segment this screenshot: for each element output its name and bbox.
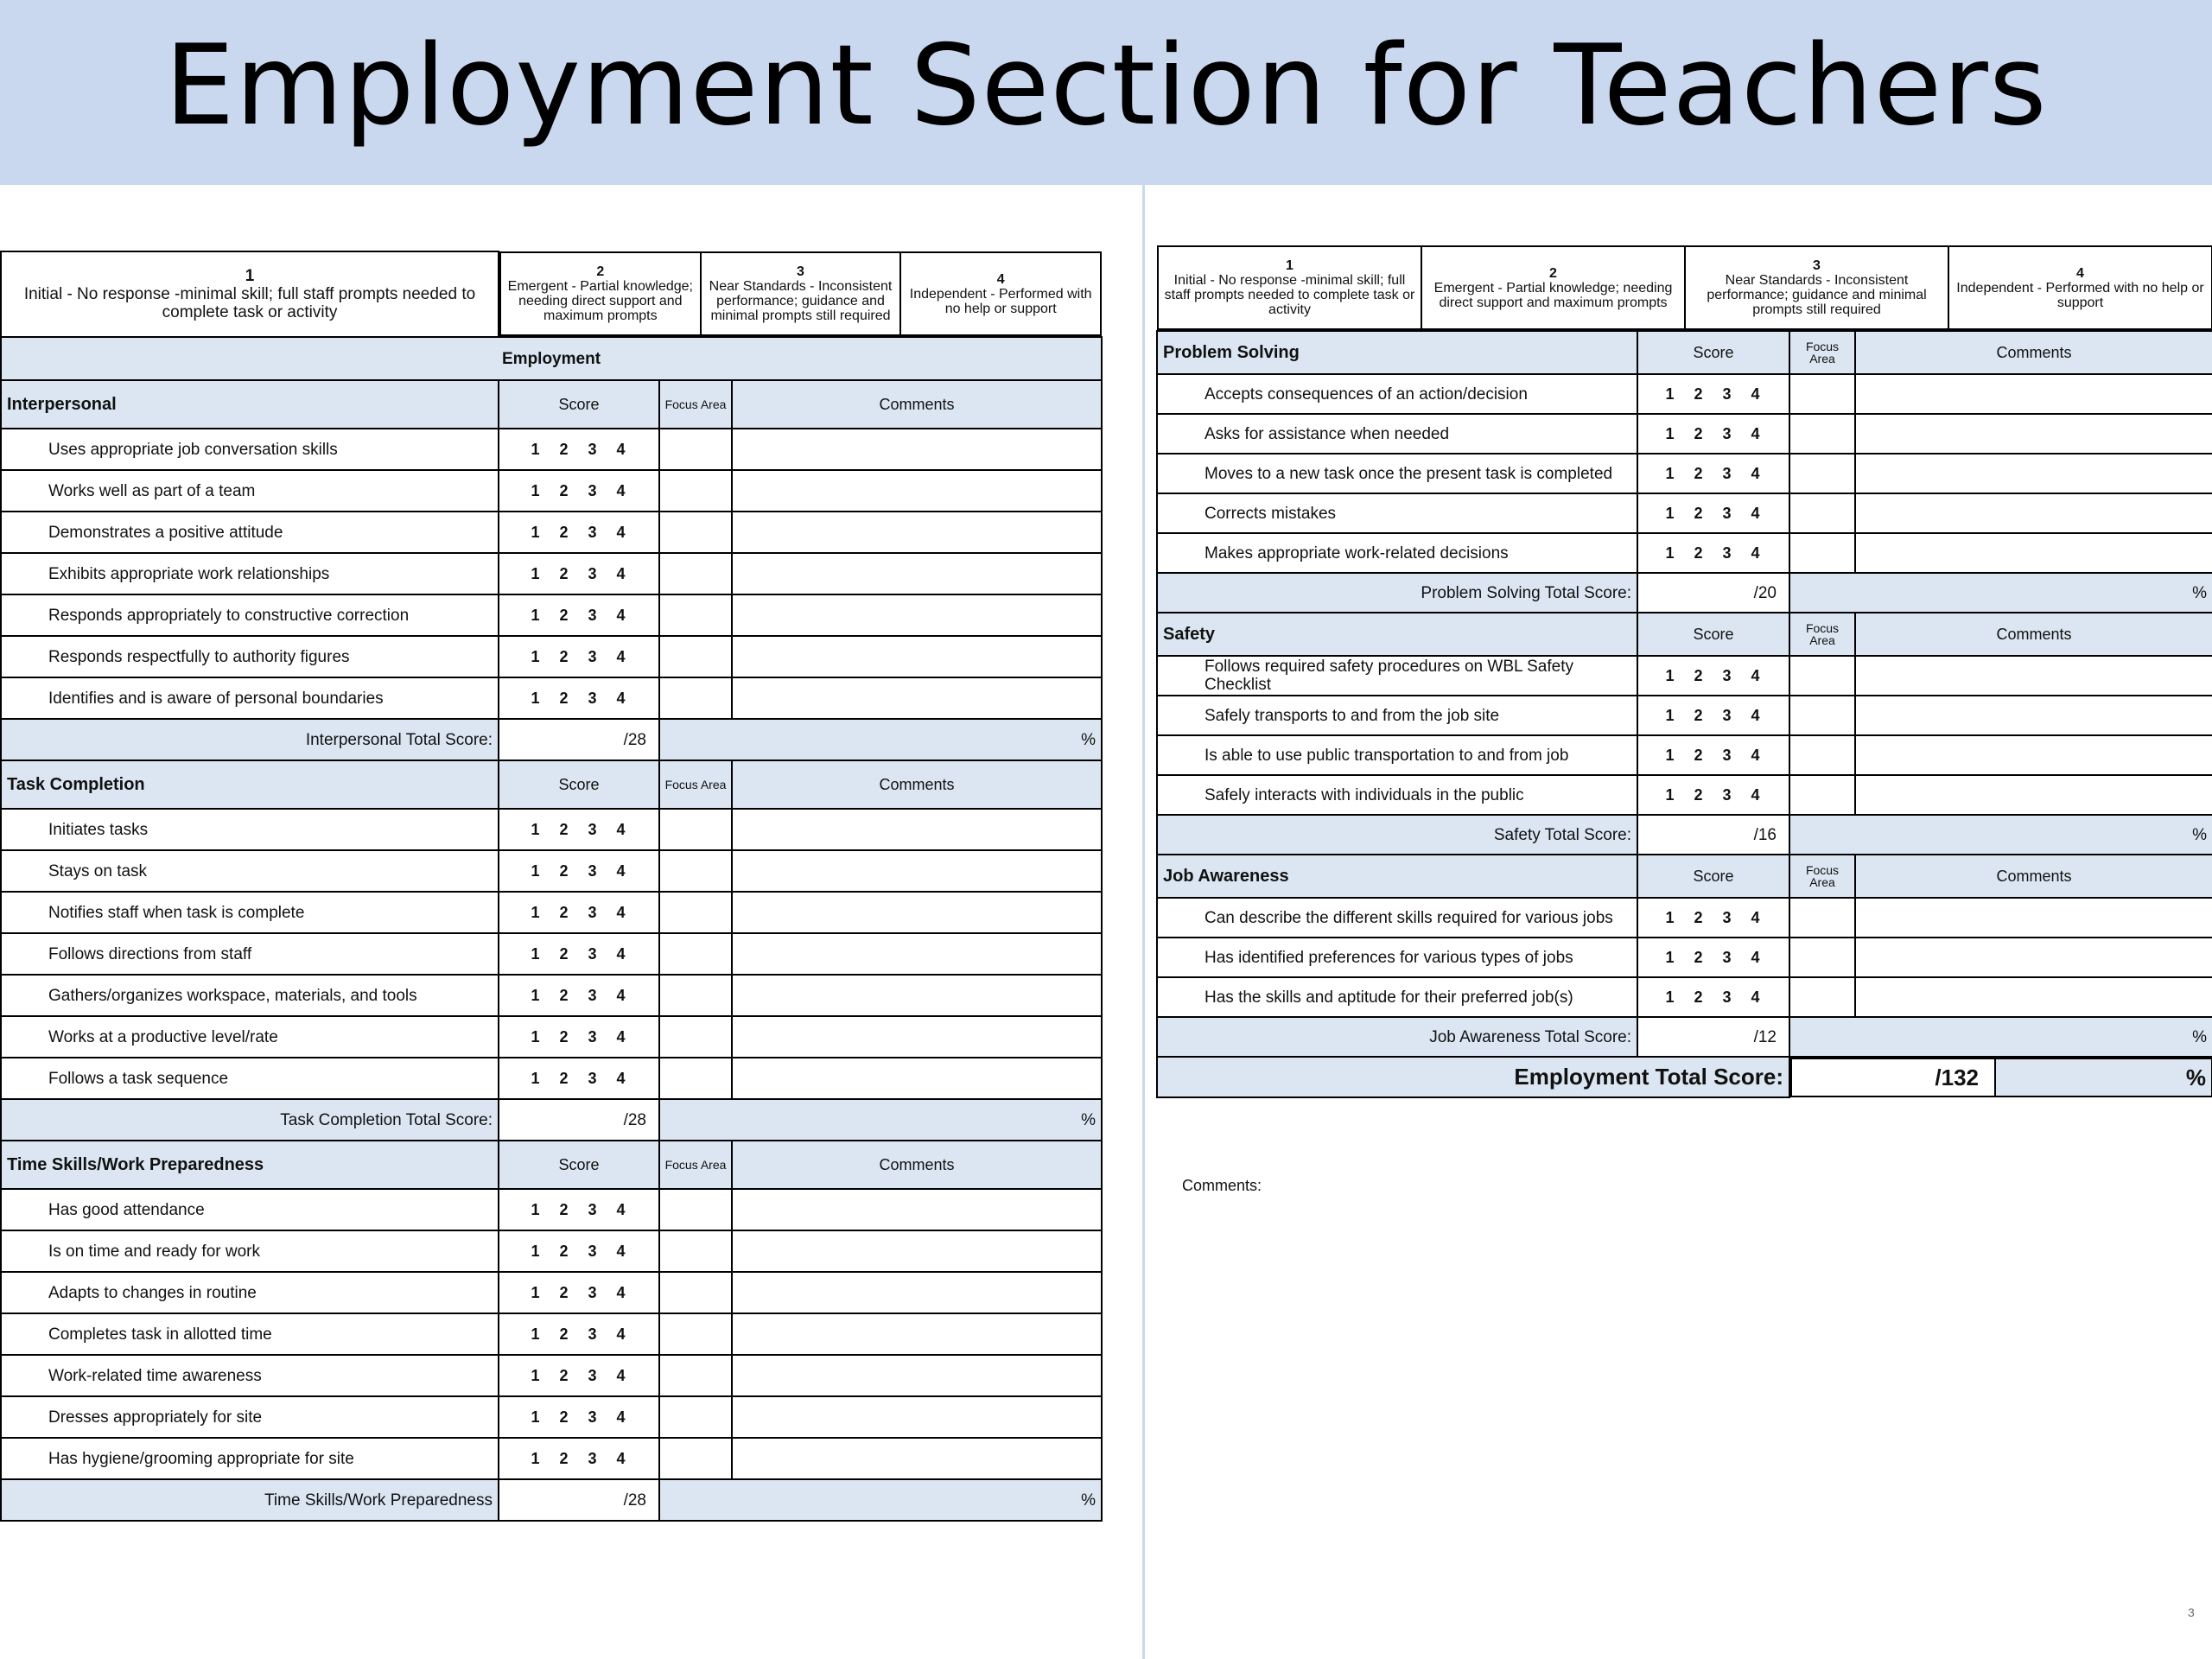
comments-cell[interactable] (732, 1396, 1102, 1438)
skill-row (1, 850, 1102, 892)
score-options[interactable]: 1 2 3 4 (499, 1016, 659, 1058)
section-total-row (1157, 1017, 2212, 1057)
score-options[interactable]: 1 2 3 4 (499, 512, 659, 553)
score-options[interactable]: 1 2 3 4 (1637, 735, 1789, 775)
score-column-header: Score (1637, 855, 1789, 898)
legend-3: 3 Near Standards - Inconsistent performance; guidance and minimal prompts still required (701, 252, 901, 335)
section-total-label: Job Awareness Total Score: (1157, 1017, 1637, 1057)
focus-area-column-header: Focus Area (659, 760, 732, 809)
section-total-percent[interactable]: % (659, 1099, 1102, 1141)
skill-row (1, 809, 1102, 850)
focus-area-cell[interactable] (659, 1396, 732, 1438)
title-banner (0, 0, 2212, 185)
score-column-header: Score (1637, 613, 1789, 656)
score-options[interactable]: 1 2 3 4 (1637, 533, 1789, 573)
score-column-header: Score (499, 380, 659, 429)
section-total-row (1, 1099, 1102, 1141)
comments-cell[interactable] (732, 553, 1102, 594)
comments-cell[interactable] (732, 1230, 1102, 1272)
score-options[interactable]: 1 2 3 4 (499, 677, 659, 719)
score-options[interactable]: 1 2 3 4 (1637, 775, 1789, 815)
comments-cell[interactable] (1855, 493, 2212, 533)
section-title: Job Awareness (1157, 855, 1637, 898)
skill-label: Initiates tasks (1, 809, 499, 850)
focus-area-cell[interactable] (659, 1313, 732, 1355)
skill-row (1, 470, 1102, 512)
comments-cell[interactable] (1855, 898, 2212, 938)
comments-cell[interactable] (1855, 414, 2212, 454)
focus-area-cell[interactable] (659, 1438, 732, 1479)
skill-label: Completes task in allotted time (1, 1313, 499, 1355)
comments-cell[interactable] (732, 1016, 1102, 1058)
focus-area-column-header: Focus Area (1789, 855, 1855, 898)
skill-row (1157, 493, 2212, 533)
skill-row (1, 933, 1102, 975)
skill-row (1, 1016, 1102, 1058)
skill-label: Demonstrates a positive attitude (1, 512, 499, 553)
legend-1: 1 Initial - No response -minimal skill; full staff prompts needed to complete task or activity (1158, 246, 1421, 329)
focus-area-cell[interactable] (659, 677, 732, 719)
comments-column-header: Comments (732, 380, 1102, 429)
comments-column-header: Comments (1855, 331, 2212, 374)
skill-row (1157, 775, 2212, 815)
skill-label: Can describe the different skills required for various jobs (1157, 898, 1637, 938)
skill-row (1, 677, 1102, 719)
score-options[interactable]: 1 2 3 4 (499, 1189, 659, 1230)
focus-area-cell[interactable] (659, 429, 732, 470)
section-header (1, 380, 1102, 429)
skill-label: Responds appropriately to constructive correction (1, 594, 499, 636)
comments-cell[interactable] (732, 1438, 1102, 1479)
skill-row (1, 636, 1102, 677)
skill-label: Follows a task sequence (1, 1058, 499, 1099)
comments-cell[interactable] (732, 809, 1102, 850)
focus-area-cell[interactable] (659, 1272, 732, 1313)
focus-area-cell[interactable] (1789, 898, 1855, 938)
page-number: 3 (2188, 1605, 2195, 1619)
score-options[interactable]: 1 2 3 4 (1637, 414, 1789, 454)
section-total-row (1, 1479, 1102, 1521)
section-title: Safety (1157, 613, 1637, 656)
focus-area-cell[interactable] (659, 1230, 732, 1272)
skill-label: Corrects mistakes (1157, 493, 1637, 533)
comments-cell[interactable] (732, 470, 1102, 512)
skill-row (1, 975, 1102, 1016)
focus-area-cell[interactable] (659, 809, 732, 850)
skill-label: Accepts consequences of an action/decision (1157, 374, 1637, 414)
section-total-percent[interactable]: % (1789, 815, 2212, 855)
skill-row (1, 1230, 1102, 1272)
focus-area-cell[interactable] (659, 553, 732, 594)
score-options[interactable]: 1 2 3 4 (499, 636, 659, 677)
section-total-max[interactable]: /28 (499, 1479, 659, 1521)
skill-row (1157, 735, 2212, 775)
score-options[interactable]: 1 2 3 4 (499, 1438, 659, 1479)
section-total-label: Task Completion Total Score: (1, 1099, 499, 1141)
skill-row (1157, 454, 2212, 493)
comments-cell[interactable] (1855, 775, 2212, 815)
skill-label: Adapts to changes in routine (1, 1272, 499, 1313)
skill-row (1, 594, 1102, 636)
skill-label: Safely transports to and from the job site (1157, 696, 1637, 735)
employment-form-left (0, 251, 1103, 1522)
focus-area-cell[interactable] (659, 512, 732, 553)
legend-4: 4 Independent - Performed with no help or support (900, 252, 1101, 335)
skill-label: Safely interacts with individuals in the public (1157, 775, 1637, 815)
skill-row (1, 1438, 1102, 1479)
skill-row (1157, 977, 2212, 1017)
skill-row (1157, 374, 2212, 414)
score-options[interactable]: 1 2 3 4 (499, 553, 659, 594)
comments-cell[interactable] (732, 636, 1102, 677)
comments-cell[interactable] (732, 1313, 1102, 1355)
focus-area-cell[interactable] (1789, 493, 1855, 533)
comments-cell[interactable] (732, 850, 1102, 892)
section-total-max[interactable]: /16 (1637, 815, 1789, 855)
skill-label: Exhibits appropriate work relationships (1, 553, 499, 594)
score-legend (1, 251, 1102, 337)
legend-1: 1 Initial - No response -minimal skill; full staff prompts needed to complete task or activity (1, 251, 499, 337)
focus-area-column-header: Focus Area (1789, 331, 1855, 374)
focus-area-cell[interactable] (659, 1058, 732, 1099)
section-total-percent[interactable]: % (659, 1479, 1102, 1521)
focus-area-cell[interactable] (1789, 775, 1855, 815)
skill-row (1, 892, 1102, 933)
skill-label: Makes appropriate work-related decisions (1157, 533, 1637, 573)
legend-2: 2 Emergent - Partial knowledge; needing direct support and maximum prompts (500, 252, 701, 335)
section-total-percent[interactable]: % (1789, 573, 2212, 613)
skill-row (1157, 414, 2212, 454)
grand-total-label: Employment Total Score: (1157, 1057, 1789, 1097)
focus-area-cell[interactable] (1789, 414, 1855, 454)
focus-area-cell[interactable] (1789, 533, 1855, 573)
skill-row (1, 512, 1102, 553)
section-total-max[interactable]: /20 (1637, 573, 1789, 613)
score-options[interactable]: 1 2 3 4 (499, 1272, 659, 1313)
focus-area-column-header: Focus Area (1789, 613, 1855, 656)
page-title: Employment Section for Teachers (164, 22, 2048, 150)
section-total-percent[interactable]: % (1789, 1017, 2212, 1057)
skill-label: Dresses appropriately for site (1, 1396, 499, 1438)
skill-label: Notifies staff when task is complete (1, 892, 499, 933)
section-total-percent[interactable]: % (659, 719, 1102, 760)
skill-row (1, 1355, 1102, 1396)
score-options[interactable]: 1 2 3 4 (499, 892, 659, 933)
focus-area-cell[interactable] (1789, 374, 1855, 414)
skill-label: Is able to use public transportation to and from job (1157, 735, 1637, 775)
score-options[interactable]: 1 2 3 4 (499, 1058, 659, 1099)
focus-area-cell[interactable] (659, 933, 732, 975)
skill-label: Has the skills and aptitude for their preferred job(s) (1157, 977, 1637, 1017)
section-total-row (1, 719, 1102, 760)
focus-area-cell[interactable] (659, 975, 732, 1016)
section-total-label: Interpersonal Total Score: (1, 719, 499, 760)
comments-cell[interactable] (732, 892, 1102, 933)
section-total-max[interactable]: /28 (499, 1099, 659, 1141)
score-options[interactable]: 1 2 3 4 (499, 975, 659, 1016)
score-options[interactable]: 1 2 3 4 (1637, 493, 1789, 533)
score-options[interactable]: 1 2 3 4 (1637, 898, 1789, 938)
section-title: Task Completion (1, 760, 499, 809)
grand-total-percent: % (1995, 1058, 2212, 1096)
section-total-label: Time Skills/Work Preparedness (1, 1479, 499, 1521)
comments-cell[interactable] (732, 1355, 1102, 1396)
skill-row (1157, 938, 2212, 977)
focus-area-cell[interactable] (659, 1189, 732, 1230)
skill-label: Has good attendance (1, 1189, 499, 1230)
skill-label: Follows directions from staff (1, 933, 499, 975)
skill-label: Asks for assistance when needed (1157, 414, 1637, 454)
focus-area-cell[interactable] (659, 636, 732, 677)
section-total-row (1157, 815, 2212, 855)
score-options[interactable]: 1 2 3 4 (1637, 977, 1789, 1017)
comments-cell[interactable] (1855, 374, 2212, 414)
score-column-header: Score (499, 760, 659, 809)
skill-label: Has hygiene/grooming appropriate for site (1, 1438, 499, 1479)
skill-row (1157, 656, 2212, 696)
focus-area-cell[interactable] (1789, 696, 1855, 735)
comments-column-header: Comments (1855, 855, 2212, 898)
grand-total-row (1157, 1057, 2212, 1097)
comments-cell[interactable] (732, 1189, 1102, 1230)
score-options[interactable]: 1 2 3 4 (499, 809, 659, 850)
skill-row (1, 553, 1102, 594)
skill-label: Has identified preferences for various types of jobs (1157, 938, 1637, 977)
focus-area-cell[interactable] (1789, 938, 1855, 977)
skill-label: Gathers/organizes workspace, materials, and tools (1, 975, 499, 1016)
skill-row (1157, 696, 2212, 735)
comments-label: Comments: (1182, 1177, 1262, 1194)
focus-area-cell[interactable] (1789, 656, 1855, 696)
section-total-max[interactable]: /12 (1637, 1017, 1789, 1057)
skill-label: Works at a productive level/rate (1, 1016, 499, 1058)
skill-row (1, 1058, 1102, 1099)
skill-row (1157, 533, 2212, 573)
section-total-max[interactable]: /28 (499, 719, 659, 760)
score-options[interactable]: 1 2 3 4 (499, 429, 659, 470)
comments-cell[interactable] (732, 594, 1102, 636)
score-options[interactable]: 1 2 3 4 (1637, 374, 1789, 414)
score-column-header: Score (499, 1141, 659, 1189)
skill-label: Responds respectfully to authority figures (1, 636, 499, 677)
section-header (1, 760, 1102, 809)
focus-area-cell[interactable] (659, 1355, 732, 1396)
comments-cell[interactable] (1855, 454, 2212, 493)
skill-row (1157, 898, 2212, 938)
skill-label: Work-related time awareness (1, 1355, 499, 1396)
skill-label: Moves to a new task once the present task is completed (1157, 454, 1637, 493)
section-header (1157, 331, 2212, 374)
section-header (1, 1141, 1102, 1189)
comments-column-header: Comments (732, 760, 1102, 809)
focus-area-cell[interactable] (1789, 977, 1855, 1017)
skill-label: Identifies and is aware of personal boundaries (1, 677, 499, 719)
skill-row (1, 1272, 1102, 1313)
skill-row (1, 429, 1102, 470)
section-title: Interpersonal (1, 380, 499, 429)
section-total-label: Problem Solving Total Score: (1157, 573, 1637, 613)
score-options[interactable]: 1 2 3 4 (1637, 656, 1789, 696)
comments-cell[interactable] (732, 512, 1102, 553)
score-options[interactable]: 1 2 3 4 (499, 1313, 659, 1355)
comments-cell[interactable] (1855, 696, 2212, 735)
score-options[interactable]: 1 2 3 4 (1637, 454, 1789, 493)
column-divider (1142, 185, 1145, 1659)
employment-form-right (1156, 245, 2212, 1098)
section-title: Problem Solving (1157, 331, 1637, 374)
score-options[interactable]: 1 2 3 4 (499, 594, 659, 636)
comments-cell[interactable] (732, 1058, 1102, 1099)
focus-area-cell[interactable] (659, 892, 732, 933)
comments-cell[interactable] (732, 1272, 1102, 1313)
skill-label: Works well as part of a team (1, 470, 499, 512)
comments-cell[interactable] (1855, 735, 2212, 775)
employment-heading: Employment (1, 337, 1102, 380)
section-header (1157, 613, 2212, 656)
score-options[interactable]: 1 2 3 4 (499, 470, 659, 512)
comments-cell[interactable] (732, 429, 1102, 470)
comments-column-header: Comments (732, 1141, 1102, 1189)
focus-area-cell[interactable] (659, 594, 732, 636)
section-total-label: Safety Total Score: (1157, 815, 1637, 855)
section-title: Time Skills/Work Preparedness (1, 1141, 499, 1189)
skill-label: Is on time and ready for work (1, 1230, 499, 1272)
skill-row (1, 1396, 1102, 1438)
skill-label: Stays on task (1, 850, 499, 892)
skill-label: Uses appropriate job conversation skills (1, 429, 499, 470)
score-legend-right (1157, 245, 2212, 331)
score-options[interactable]: 1 2 3 4 (1637, 938, 1789, 977)
comments-cell[interactable] (1855, 533, 2212, 573)
focus-area-cell[interactable] (1789, 735, 1855, 775)
focus-area-cell[interactable] (659, 850, 732, 892)
score-options[interactable]: 1 2 3 4 (499, 1355, 659, 1396)
legend-4: 4 Independent - Performed with no help or support (1948, 246, 2212, 329)
comments-cell[interactable] (732, 677, 1102, 719)
legend-2: 2 Emergent - Partial knowledge; needing direct support and maximum prompts (1421, 246, 1685, 329)
focus-area-cell[interactable] (659, 470, 732, 512)
section-total-row (1157, 573, 2212, 613)
focus-area-column-header: Focus Area (659, 380, 732, 429)
score-column-header: Score (1637, 331, 1789, 374)
comments-cell[interactable] (1855, 977, 2212, 1017)
focus-area-cell[interactable] (1789, 454, 1855, 493)
focus-area-cell[interactable] (659, 1016, 732, 1058)
score-options[interactable]: 1 2 3 4 (1637, 696, 1789, 735)
focus-area-column-header: Focus Area (659, 1141, 732, 1189)
skill-label: Follows required safety procedures on WBL Safety Checklist (1157, 656, 1637, 696)
comments-cell[interactable] (732, 975, 1102, 1016)
section-header (1157, 855, 2212, 898)
grand-total-max: /132 (1791, 1058, 1995, 1096)
skill-row (1, 1313, 1102, 1355)
score-options[interactable]: 1 2 3 4 (499, 1396, 659, 1438)
score-options[interactable]: 1 2 3 4 (499, 850, 659, 892)
skill-row (1, 1189, 1102, 1230)
comments-cell[interactable] (1855, 938, 2212, 977)
legend-3: 3 Near Standards - Inconsistent performance; guidance and minimal prompts still required (1685, 246, 1948, 329)
comments-cell[interactable] (732, 933, 1102, 975)
score-options[interactable]: 1 2 3 4 (499, 933, 659, 975)
comments-column-header: Comments (1855, 613, 2212, 656)
comments-cell[interactable] (1855, 656, 2212, 696)
score-options[interactable]: 1 2 3 4 (499, 1230, 659, 1272)
